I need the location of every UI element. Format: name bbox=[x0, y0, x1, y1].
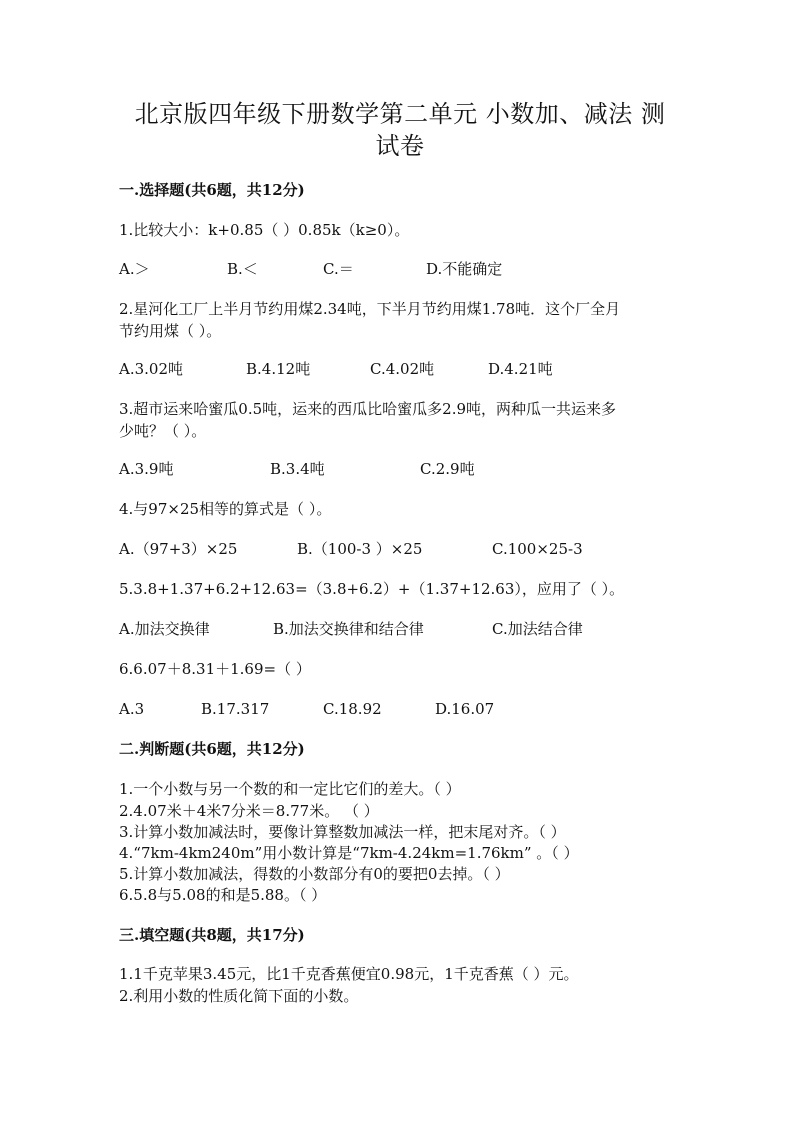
page-title-line2: 试卷 bbox=[375, 132, 425, 160]
question-2-text-line1: 2.星河化工厂上半月节约用煤2.34吨，下半月节约用煤1.78吨．这个厂全月 bbox=[119, 300, 621, 318]
question-2-option-b: B.4.12吨 bbox=[246, 360, 311, 378]
question-1-option-b: B.＜ bbox=[227, 260, 258, 278]
judgment-item-1: 1.一个小数与另一个数的和一定比它们的差大。（ ） bbox=[119, 780, 461, 798]
section-heading-judgment: 二.判断题(共6题，共12分) bbox=[119, 740, 305, 758]
judgment-item-5: 5.计算小数加减法，得数的小数部分有0的要把0去掉。（ ） bbox=[119, 865, 510, 883]
question-2-option-a: A.3.02吨 bbox=[119, 360, 183, 378]
question-1-option-a: A.＞ bbox=[119, 260, 150, 278]
question-5-option-a: A.加法交换律 bbox=[119, 620, 210, 638]
question-3-text-line1: 3.超市运来哈蜜瓜0.5吨，运来的西瓜比哈蜜瓜多2.9吨，两种瓜一共运来多 bbox=[119, 400, 617, 418]
section-heading-fill-blank: 三.填空题(共8题，共17分) bbox=[119, 926, 305, 944]
question-4-text: 4.与97×25相等的算式是（ ）。 bbox=[119, 500, 332, 518]
judgment-item-6: 6.5.8与5.08的和是5.88。（ ） bbox=[119, 886, 327, 904]
question-1-text: 1.比较大小：k+0.85（ ）0.85k（k≥0）。 bbox=[119, 221, 410, 239]
question-5-option-c: C.加法结合律 bbox=[492, 620, 583, 638]
question-6-option-b: B.17.317 bbox=[201, 700, 270, 718]
question-3-option-b: B.3.4吨 bbox=[270, 460, 325, 478]
question-5-option-b: B.加法交换律和结合律 bbox=[273, 620, 424, 638]
question-6-text: 6.6.07＋8.31＋1.69=（ ） bbox=[119, 660, 311, 678]
judgment-item-2: 2.4.07米＋4米7分米＝8.77米。 （ ） bbox=[119, 802, 379, 820]
fill-blank-item-1: 1.1千克苹果3.45元，比1千克香蕉便宜0.98元，1千克香蕉（ ）元。 bbox=[119, 965, 579, 983]
fill-blank-item-2: 2.利用小数的性质化简下面的小数。 bbox=[119, 987, 359, 1005]
question-1-option-c: C.＝ bbox=[323, 260, 354, 278]
question-1-option-d: D.不能确定 bbox=[426, 260, 503, 278]
question-2-text-line2: 节约用煤（ ）。 bbox=[119, 322, 222, 340]
question-6-option-d: D.16.07 bbox=[435, 700, 495, 718]
question-2-option-d: D.4.21吨 bbox=[488, 360, 553, 378]
question-3-text-line2: 少吨？（ ）。 bbox=[119, 422, 207, 440]
question-4-option-c: C.100×25-3 bbox=[492, 540, 583, 558]
question-3-option-c: C.2.9吨 bbox=[420, 460, 475, 478]
page-title-line1: 北京版四年级下册数学第二单元 小数加、减法 测 bbox=[134, 100, 666, 128]
question-4-option-a: A.（97+3）×25 bbox=[119, 540, 238, 558]
question-4-option-b: B.（100-3 ）×25 bbox=[297, 540, 423, 558]
judgment-item-3: 3.计算小数加减法时，要像计算整数加减法一样，把末尾对齐。（ ） bbox=[119, 823, 566, 841]
question-6-option-a: A.3 bbox=[119, 700, 145, 718]
section-heading-choice: 一.选择题(共6题，共12分) bbox=[119, 181, 305, 199]
question-5-text: 5.3.8+1.37+6.2+12.63=（3.8+6.2）+（1.37+12.63），应用了（ ）。 bbox=[119, 580, 625, 598]
question-2-option-c: C.4.02吨 bbox=[370, 360, 435, 378]
question-6-option-c: C.18.92 bbox=[323, 700, 382, 718]
question-3-option-a: A.3.9吨 bbox=[119, 460, 174, 478]
judgment-item-4: 4.“7km-4km240m”用小数计算是“7km-4.24km=1.76km” 。（ ） bbox=[119, 844, 579, 862]
